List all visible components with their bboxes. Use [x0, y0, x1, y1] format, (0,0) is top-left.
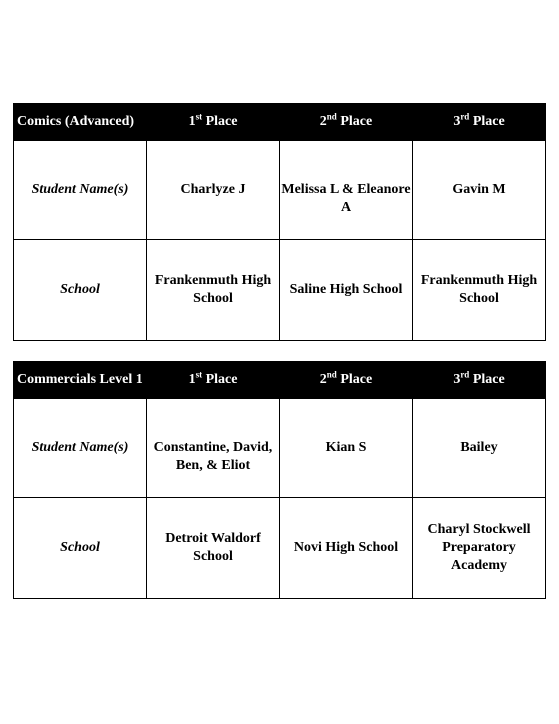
table-cell: Constantine, David, Ben, & Eliot	[147, 399, 280, 498]
table-row-student-names	[14, 399, 546, 498]
table-cell: Melissa L & Eleanore A	[280, 141, 413, 240]
place-header-second: 2nd Place	[280, 104, 413, 141]
row-label: Student Name(s)	[14, 399, 147, 498]
row-label: School	[14, 498, 147, 599]
table-cell: Novi High School	[280, 498, 413, 599]
place-header-third: 3rd Place	[413, 362, 546, 399]
table-cell: Gavin M	[413, 141, 546, 240]
place-header-first: 1st Place	[147, 104, 280, 141]
header-row	[14, 104, 546, 141]
row-label: Student Name(s)	[14, 141, 147, 240]
table-cell: Detroit Waldorf School	[147, 498, 280, 599]
table-cell: Bailey	[413, 399, 546, 498]
table-cell: Charyl Stockwell Preparatory Academy	[413, 498, 546, 599]
table-row-school	[14, 498, 546, 599]
table-row-school	[14, 240, 546, 341]
place-header-second: 2nd Place	[280, 362, 413, 399]
table-cell: Frankenmuth High School	[413, 240, 546, 341]
category-title: Comics (Advanced)	[14, 104, 147, 141]
table-row-student-names	[14, 141, 546, 240]
row-label: School	[14, 240, 147, 341]
results-table-comics-advanced	[13, 103, 546, 341]
table-cell: Saline High School	[280, 240, 413, 341]
table-cell: Frankenmuth High School	[147, 240, 280, 341]
place-header-third: 3rd Place	[413, 104, 546, 141]
table-cell: Kian S	[280, 399, 413, 498]
header-row	[14, 362, 546, 399]
results-table-commercials-level-1	[13, 361, 546, 599]
category-title: Commercials Level 1	[14, 362, 147, 399]
place-header-first: 1st Place	[147, 362, 280, 399]
table-cell: Charlyze J	[147, 141, 280, 240]
